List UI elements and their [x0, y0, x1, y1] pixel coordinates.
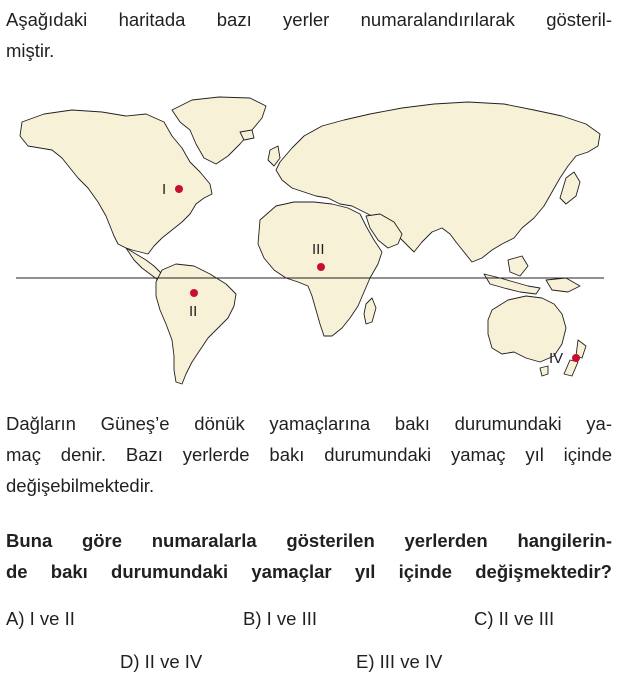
japan-landmass [560, 172, 580, 204]
south-america-landmass [156, 264, 236, 384]
description-line-2: maç denir. Bazı yerlerde bakı durumundaki yamaç yıl içinde [6, 444, 612, 465]
marker-i-label: I [162, 181, 167, 198]
option-c[interactable]: C) II ve III [474, 608, 555, 629]
new-guinea-landmass [546, 278, 580, 292]
marker-iii [317, 263, 325, 271]
intro-line-1: Aşağıdaki haritada bazı yerler numaralandırılarak gösteril- [6, 9, 612, 30]
option-d[interactable]: D) II ve IV [120, 651, 203, 672]
description-line-1: Dağların Güneş’e dönük yamaçlarına bakı durumundaki ya- [6, 413, 612, 434]
option-e[interactable]: E) III ve IV [356, 651, 443, 672]
marker-iv-label: IV [549, 350, 564, 367]
description-text [6, 408, 612, 501]
marker-ii [190, 289, 198, 297]
world-map [14, 92, 606, 392]
option-b[interactable]: B) I ve III [243, 608, 318, 629]
marker-ii-label: II [189, 303, 198, 320]
madagascar-landmass [364, 298, 376, 324]
marker-i [175, 185, 183, 193]
marker-iv [572, 354, 580, 362]
option-a[interactable]: A) I ve II [6, 608, 75, 629]
description-line-3: değişebilmektedir. [6, 475, 155, 496]
question-line-2: de bakı durumundaki yamaçlar yıl içinde değişmektedir? [6, 561, 612, 582]
indonesia-landmass [484, 274, 540, 294]
borneo-landmass [508, 256, 528, 276]
question-line-1: Buna göre numaralarla gösterilen yerlerden hangilerin- [6, 530, 612, 551]
north-america-landmass [20, 110, 212, 254]
british-isles-landmass [268, 146, 280, 166]
marker-iii-label: III [312, 241, 325, 258]
question-text [6, 525, 612, 587]
new-zealand-south-landmass [564, 360, 578, 376]
intro-text [6, 4, 612, 66]
tasmania-landmass [540, 366, 548, 376]
intro-line-2: miştir. [6, 40, 55, 61]
